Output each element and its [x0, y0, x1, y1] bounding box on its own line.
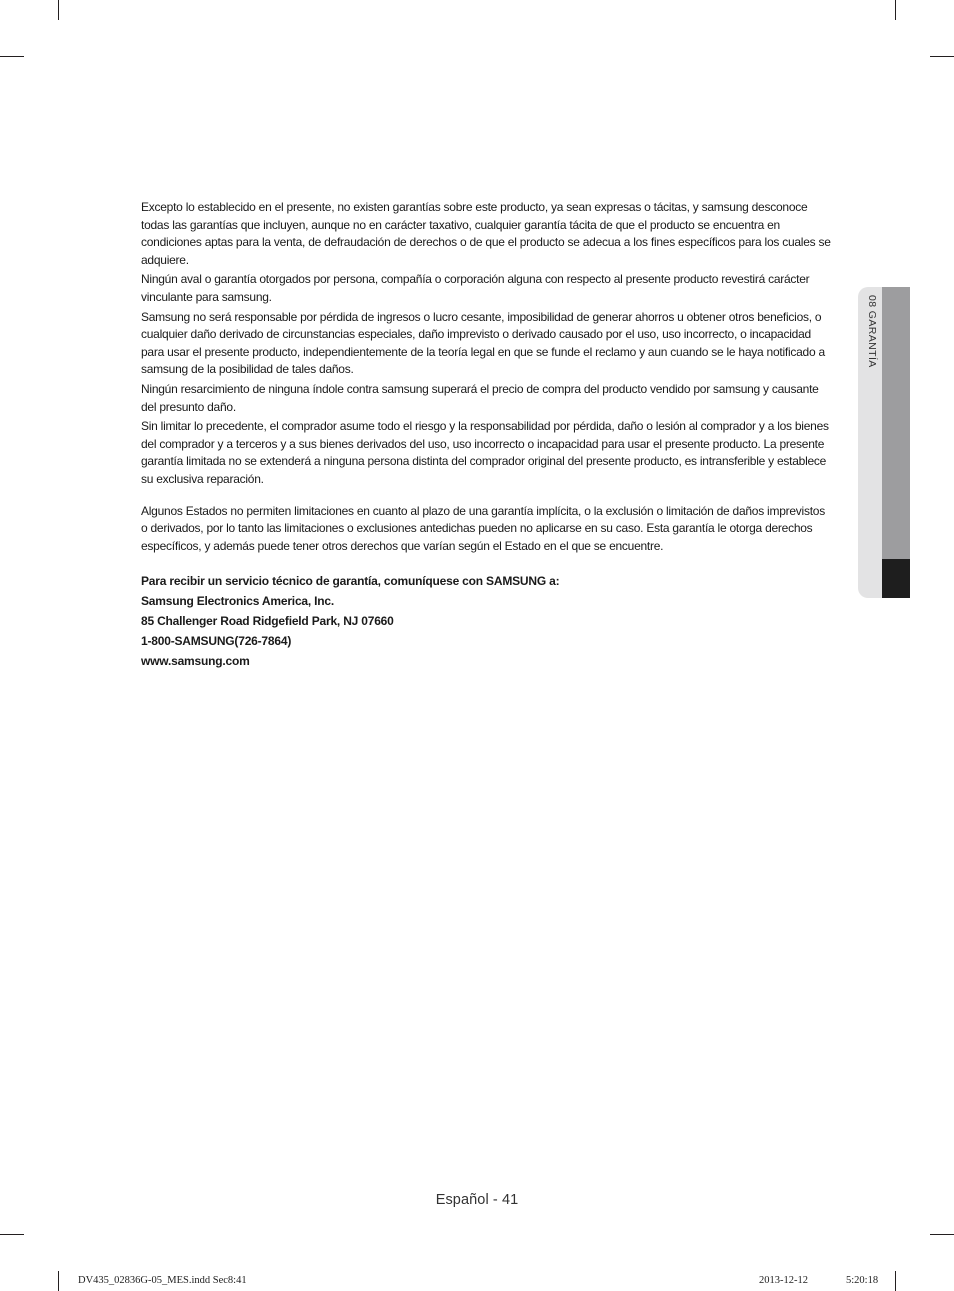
chapter-tab-marker	[882, 559, 910, 598]
paragraph: Ningún aval o garantía otorgados por persona, compañía o corporación alguna con respecto al presente producto revestirá carácter vinculante para samsung.	[141, 272, 810, 304]
contact-block	[141, 571, 831, 671]
crop-mark	[930, 56, 954, 57]
contact-address: 85 Challenger Road Ridgefield Park, NJ 07660	[141, 614, 394, 629]
paragraph: Samsung no será responsable por pérdida de ingresos o lucro cesante, imposibilidad de generar ahorros u obtener otros beneficios, o cualquier daño derivado de circunstancias especiales, daño imprevisto o derivado causado por el uso, uso incorrecto, o incapacidad para usar el presente producto, independientemente de la teoría legal en que se funde el reclamo y aun cuando se le haya notificado a samsung de la posibilidad de tales daños.	[141, 309, 825, 377]
crop-mark	[0, 56, 24, 57]
crop-mark	[895, 0, 896, 20]
paragraph: Ningún resarcimiento de ninguna índole contra samsung superará el precio de compra del producto vendido por samsung y causante del presunto daño.	[141, 381, 819, 414]
contact-website: www.samsung.com	[141, 654, 250, 669]
warranty-text	[141, 199, 831, 671]
crop-mark	[930, 1234, 954, 1235]
contact-phone: 1-800-SAMSUNG(726-7864)	[141, 634, 292, 649]
slug-time: 5:20:18	[846, 1275, 879, 1286]
paragraph: Sin limitar lo precedente, el comprador asume todo el riesgo y la responsabilidad por pérdida, daño o lesión al comprador y a los bienes del comprador y a terceros y a sus bienes derivados del uso, uso incorrecto o incapacidad para usar el presente producto. La presente garantía limitada no se extenderá a ninguna persona distinta del comprador original del presente producto, es intransferible y establece su exclusiva reparación.	[141, 419, 829, 486]
chapter-tab-label: 08 GARANTÍA	[866, 295, 878, 368]
crop-mark	[0, 1234, 24, 1235]
paragraph: Algunos Estados no permiten limitaciones en cuanto al plazo de una garantía implícita, o la exclusión o limitación de daños imprevistos o derivados, por lo tanto las limitaciones o exclusiones antedichas pueden no aplicarse en su caso. Esta garantía le otorga derechos específicos, y además puede tener otros derechos que varían según el Estado en el que se encuentre.	[141, 503, 825, 553]
page-number: Español - 41	[435, 1192, 519, 1208]
contact-company: Samsung Electronics America, Inc.	[141, 594, 335, 609]
crop-mark	[895, 1271, 896, 1291]
crop-mark	[58, 1271, 59, 1291]
slug-date: 2013-12-12	[759, 1275, 808, 1286]
contact-intro: Para recibir un servicio técnico de garantía, comuníquese con SAMSUNG a:	[141, 574, 560, 589]
paragraph: Excepto lo establecido en el presente, no existen garantías sobre este producto, ya sean expresas o tácitas, y samsung desconoce todas las garantías que incluyen, aunque no en carácter taxativo, cualquier garantía tácita de que el producto se encuentra en condiciones aptas para la venta, de defraudación de derechos o de que el producto se adecua a los fines específicos para los cuales se adquiere.	[141, 200, 831, 267]
slug-file-name: DV435_02836G-05_MES.indd Sec8:41	[78, 1275, 247, 1286]
crop-mark	[58, 0, 59, 20]
chapter-tab-bar	[882, 287, 910, 559]
chapter-tab	[858, 287, 910, 598]
